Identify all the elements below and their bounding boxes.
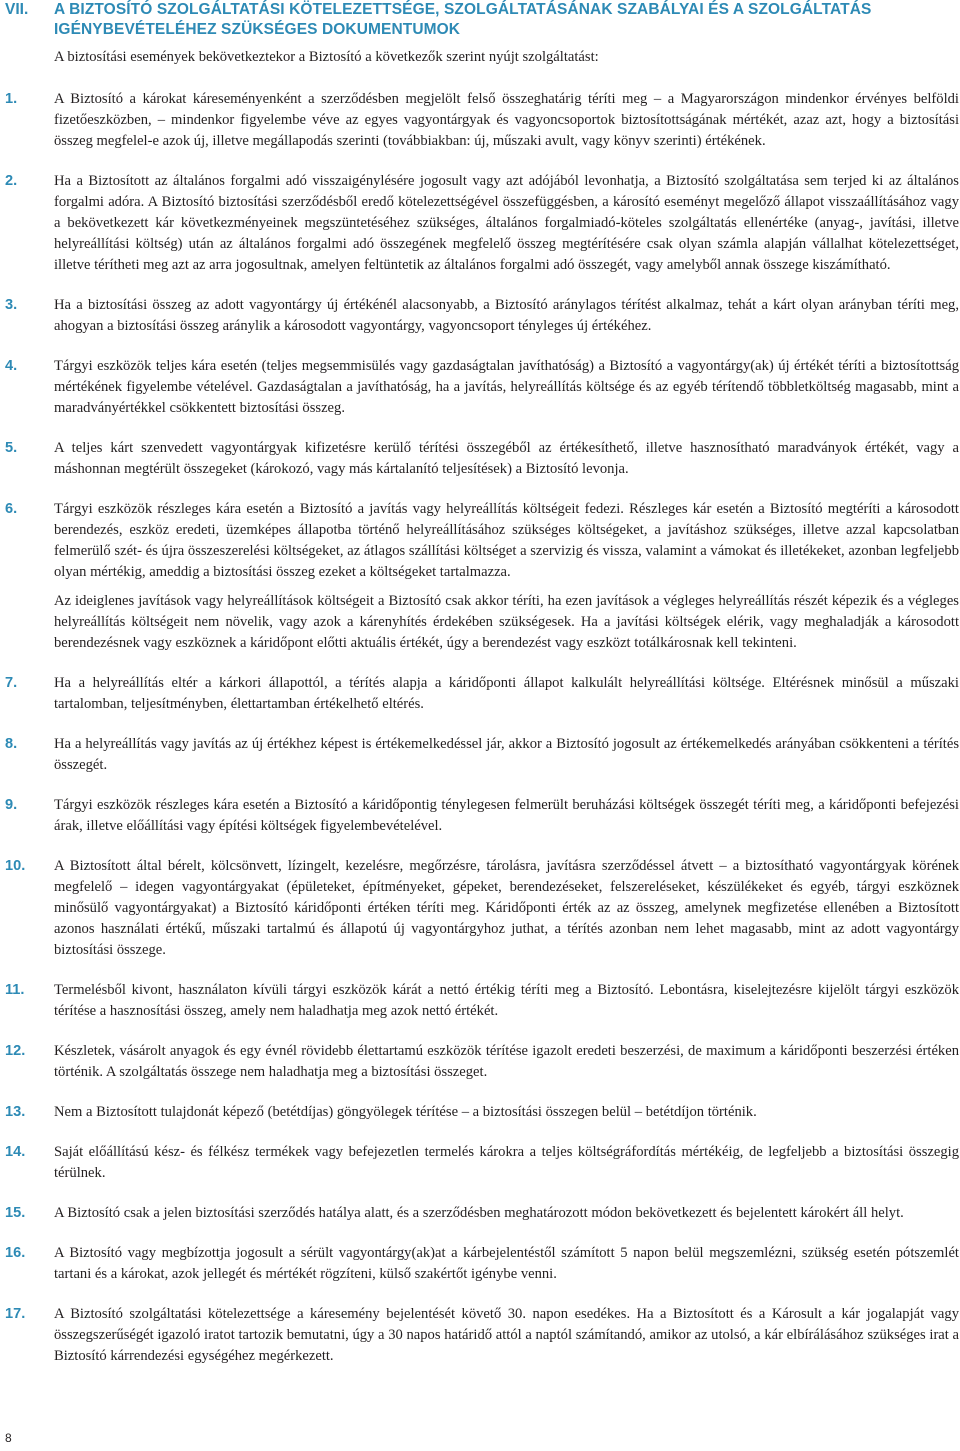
item-number: 1.: [5, 91, 18, 107]
item-paragraph: A Biztosító csak a jelen biztosítási szerződés hatálya alatt, és a szerződésben meghatározott módon bekövetkezett és bejelentett károkért áll helyt.: [54, 1205, 904, 1221]
item-number: 14.: [5, 1144, 26, 1160]
list-item: [0, 89, 960, 152]
item-body: [54, 1142, 959, 1184]
item-body: [54, 89, 959, 152]
list-item: [0, 734, 960, 776]
item-body: [54, 795, 959, 837]
list-item: [0, 356, 960, 419]
list-item: [0, 438, 960, 480]
section-header: [5, 0, 955, 42]
item-paragraph: A Biztosított által bérelt, kölcsönvett, lízingelt, kezelésre, megőrzésre, tárolásra, javításra szerződéssel átvett – a biztosítható vagyontárgyak körének megfelelő – idegen vagyontárgyakat (épületeket, építményeket, gépeket, berendezéseket, felszereléseket, készülékeket és egyéb, tárgyi eszköznek minősülő vagyontárgyakat) a Biztosító káridőponti értéken téríti meg. Káridőponti érték az az összeg, amelynek megfizetése ellenében a Biztosított azonos használati értékű, műszaki tartalmú és állapotú új vagyontárgyhoz juthat, a térítés azonban nem lehet magasabb, mint az adott vagyontárgy biztosítási összege.: [54, 858, 959, 958]
item-paragraph: A Biztosító szolgáltatási kötelezettsége a káresemény bejelentését követő 30. napon esedékes. Ha a Biztosított és a Károsult a kár jogalapját vagy összegszerűségét igazoló iratot tartozik bemutatni, úgy a 30 napos határidő attól a naptól számítandó, amikor az utolsó, a kár elbírálásához szükséges irat a Biztosító kárrendezési egységéhez megérkezett.: [54, 1306, 959, 1364]
item-paragraph: Ha a helyreállítás vagy javítás az új értékhez képest is értékemelkedéssel jár, akkor a Biztosító jogosult az értékemelkedés arányában csökkenteni a térítés összegét.: [54, 736, 959, 773]
item-number: 9.: [5, 797, 18, 813]
item-number: 8.: [5, 736, 18, 752]
list-item: [0, 795, 960, 837]
item-body: [54, 1203, 959, 1224]
numbered-item-list: [0, 89, 960, 1386]
item-number: 10.: [5, 858, 26, 874]
list-item: [0, 1102, 960, 1123]
item-paragraph: A teljes kárt szenvedett vagyontárgyak kifizetésre kerülő térítési összegéből az értékesíthető, illetve hasznosítható maradványok értékét, vagy a máshonnan megtérült összegeket (károkozó, vagy más kártalanító teljesítések) a Biztosító levonja.: [54, 440, 959, 477]
item-body: [54, 438, 959, 480]
item-number: 11.: [5, 982, 25, 998]
section-number: VII.: [5, 1, 29, 18]
item-paragraph: Készletek, vásárolt anyagok és egy évnél rövidebb élettartamú eszközök térítése igazolt eredeti beszerzési, de maximum a káridőponti beszerzési értéken történik. A szolgáltatás összege nem haladhatja meg a biztosítási összeget.: [54, 1043, 959, 1080]
item-paragraph: Ha a biztosítási összeg az adott vagyontárgy új értékénél alacsonyabb, a Biztosító aránylagos térítést alkalmaz, tehát a kárt olyan arányban téríti meg, ahogyan a biztosítási összeg aránylik a károsodott vagyontárgy, vagyoncsoport tényleges új értékéhez.: [54, 297, 959, 334]
list-item: [0, 673, 960, 715]
item-paragraph: Nem a Biztosított tulajdonát képező (betétdíjas) göngyölegek térítése – a biztosítási összegen belül – betétdíjon történik.: [54, 1104, 757, 1120]
item-number: 5.: [5, 440, 18, 456]
item-body: [54, 980, 959, 1022]
item-paragraph: Ha a helyreállítás eltér a kárkori állapottól, a térítés alapja a káridőponti állapot kalkulált helyreállítási költsége. Eltérésnek minősül a műszaki tartalomban, teljesítményben, élettartamban értékelhető eltérés.: [54, 675, 959, 712]
item-number: 2.: [5, 173, 18, 189]
item-body: [54, 171, 959, 276]
item-number: 12.: [5, 1043, 26, 1059]
item-body: [54, 499, 959, 654]
list-item: [0, 856, 960, 961]
item-body: [54, 295, 959, 337]
list-item: [0, 1203, 960, 1224]
list-item: [0, 1304, 960, 1367]
section-title: A BIZTOSÍTÓ SZOLGÁLTATÁSI KÖTELEZETTSÉGE, SZOLGÁLTATÁSÁNAK SZABÁLYAI ÉS A SZOLGÁLTATÁS IGÉNYBEVÉTELÉHEZ SZÜKSÉGES DOKUMENTUMOK: [54, 1, 872, 38]
section-intro: A biztosítási események bekövetkeztekor a Biztosító a következők szerint nyújt szolgáltatást:: [54, 49, 599, 65]
item-paragraph: Tárgyi eszközök teljes kára esetén (teljes megsemmisülés vagy gazdaságtalan javíthatóság) a Biztosító a vagyontárgy(ak) új értékét téríti a biztosítottság mértékének figyelembe vételével. Gazdaságtalan a javíthatóság, ha a javítás, helyreállítás költsége és az egyéb térítendő többletköltség magasabb, mint a maradványértékkel csökkentett biztosítási összeg.: [54, 358, 959, 416]
item-paragraph: Termelésből kivont, használaton kívüli tárgyi eszközök kárát a nettó értékig téríti meg a Biztosító. Lebontásra, kiselejtezésre kijelölt tárgyi eszközök térítése a hasznosítási összeg, amely nem haladhatja meg azok nettó értékét.: [54, 982, 959, 1019]
item-number: 16.: [5, 1245, 26, 1261]
item-body: [54, 673, 959, 715]
item-paragraph: Ha a Biztosított az általános forgalmi adó visszaigénylésére jogosult vagy azt adójából levonhatja, a Biztosító szolgáltatása sem terjed ki az általános forgalmi adóra. A Biztosító biztosítási szerződésből eredő kötelezettségével összefüggésben, a károsító eseményt megelőző állapot visszaállításához vagy a bekövetkezett kár következményeinek megszüntetéséhez szükséges, általános forgalmiadó-köteles szolgáltatás ellenértéke (anyag-, javítási, illetve helyreállítási költség) után az általános forgalmi adó összegének megfelelő összeg megtérítésére csak olyan számla alapján vállalhat kötelezettséget, illetve térítheti meg azt az arra jogosultnak, amelyen feltüntetik az általános forgalmi adó összegét, vagy amelyből annak összege kiszámítható.: [54, 173, 959, 273]
item-number: 6.: [5, 501, 18, 517]
item-body: [54, 1041, 959, 1083]
item-body: [54, 1102, 959, 1123]
item-number: 15.: [5, 1205, 26, 1221]
item-number: 13.: [5, 1104, 26, 1120]
item-number: 7.: [5, 675, 18, 691]
list-item: [0, 1142, 960, 1184]
item-paragraph: Tárgyi eszközök részleges kára esetén a Biztosító a javítás vagy helyreállítás költségeit fedezi. Részleges kár esetén a Biztosító megtéríti a károsodott berendezés, eszköz eredeti, üzemképes állapotba történő helyreállításához szükséges költségeket, a javításhoz szükséges, illetve azzal kapcsolatban felmerülő szét- és újra összeszerelési költségeket, az átlagos szállítási költséget a szervizig és vissza, valamint a vámokat és illetékeket, azonban legfeljebb olyan mértékig, ameddig a biztosítási összeg ezeket a költségeket tartalmazza.: [54, 501, 959, 580]
list-item: [0, 171, 960, 276]
item-number: 3.: [5, 297, 18, 313]
list-item: [0, 499, 960, 654]
item-number: 17.: [5, 1306, 26, 1322]
item-number: 4.: [5, 358, 18, 374]
item-body: [54, 734, 959, 776]
item-paragraph: A Biztosító a károkat káreseményenként a szerződésben megjelölt felső összeghatárig téríti meg – a Magyarországon mindenkor érvényes belföldi fizetőeszközben, – mindenkor figyelembe véve az egyes vagyontárgyak és vagyoncsoportok biztosítottságának mértékét, azaz azt, hogy a biztosítási összeg megfelel-e azok új, illetve megállapodás szerinti (továbbiakban: új, műszaki avult, vagy könyv szerinti) értékének.: [54, 91, 959, 149]
item-body: [54, 856, 959, 961]
item-body: [54, 356, 959, 419]
item-paragraph: Az ideiglenes javítások vagy helyreállítások költségeit a Biztosító csak akkor téríti, ha ezen javítások a végleges helyreállítás részét képezik és a végleges helyreállítás költségeit nem növelik, vagy azok a kárenyhítés érdekében szükségesek. Ha a javítási költségek elérik, vagy meghaladják a károsodott berendezésnek vagy eszköznek a káridőpont előtti aktuális értékét, úgy a berendezést vagy eszközt totálkárosnak kell tekinteni.: [54, 593, 959, 651]
list-item: [0, 1243, 960, 1285]
item-paragraph: Saját előállítású kész- és félkész termékek vagy befejezetlen termelés károkra a teljes költségráfordítás mértékéig, de legfeljebb a biztosítási összegig térülnek.: [54, 1144, 959, 1181]
item-paragraph: Tárgyi eszközök részleges kára esetén a Biztosító a káridőpontig ténylegesen felmerült beruházási költségek összegét téríti meg, a káridőponti befejezési árak, illetve előállítási vagy építési költségek figyelembevételével.: [54, 797, 959, 834]
item-body: [54, 1243, 959, 1285]
item-paragraph: A Biztosító vagy megbízottja jogosult a sérült vagyontárgy(ak)at a kárbejelentéstől számított 5 napon belül megszemlézni, szükség esetén pótszemlét tartani és a károkat, azok jellegét és mértékét rögzíteni, külső szakértőt igénybe venni.: [54, 1245, 959, 1282]
list-item: [0, 295, 960, 337]
page-number: 8: [5, 1431, 12, 1445]
list-item: [0, 1041, 960, 1083]
item-body: [54, 1304, 959, 1367]
list-item: [0, 980, 960, 1022]
